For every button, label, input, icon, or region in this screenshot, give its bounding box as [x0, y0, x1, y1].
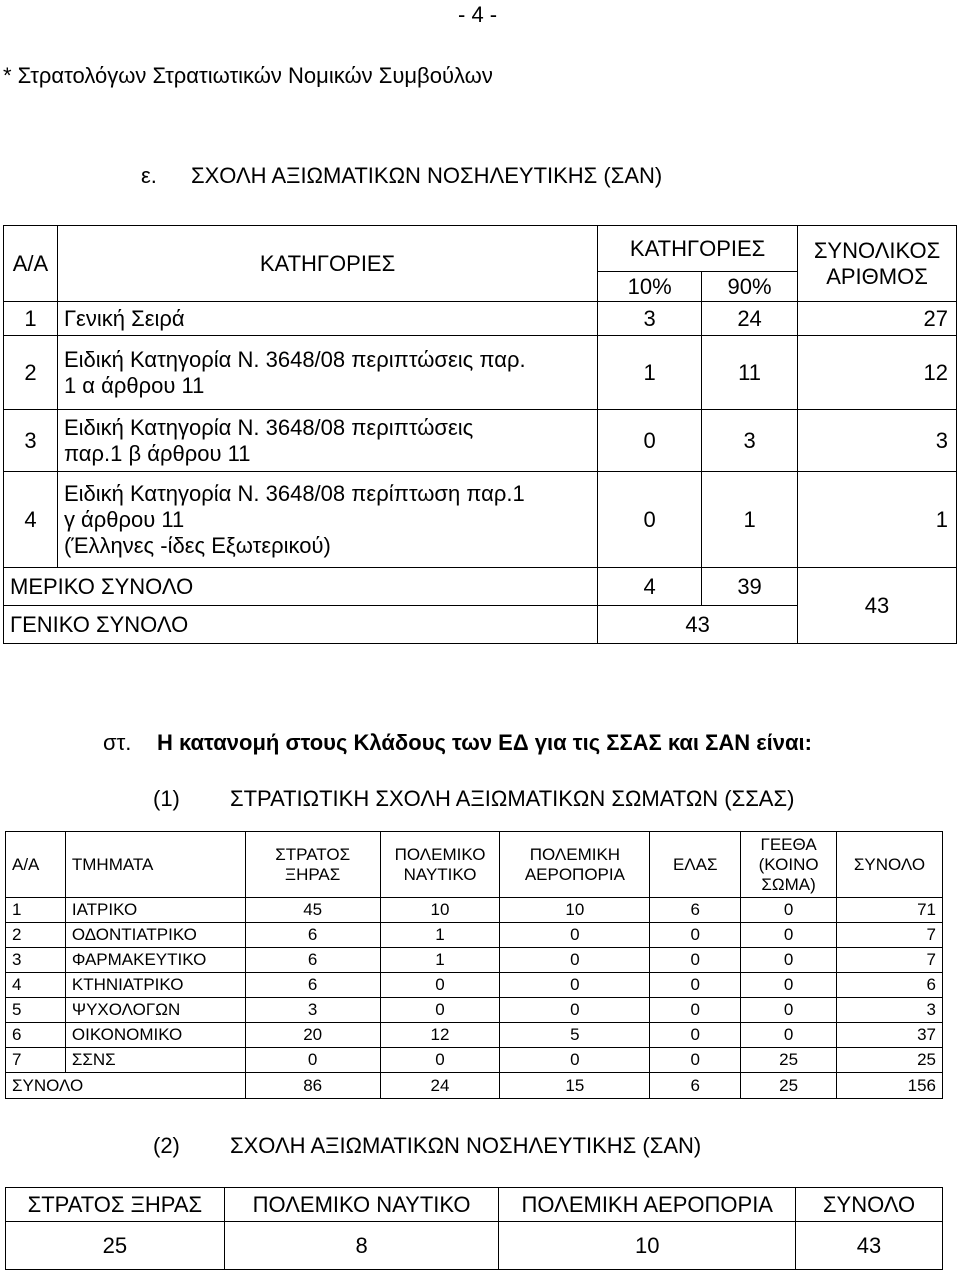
row-total: 25: [837, 1048, 943, 1073]
table-row: [4, 472, 957, 568]
section-st-marker: στ.: [103, 730, 132, 755]
row-navy: 1: [380, 923, 500, 948]
row-elas: 0: [650, 998, 741, 1023]
row-elas: 0: [650, 1048, 741, 1073]
row-90pct: 11: [702, 336, 798, 410]
row-total: 3: [837, 998, 943, 1023]
table-row: [4, 336, 957, 410]
row-army: 6: [245, 948, 380, 973]
row-geetha: 25: [741, 1048, 837, 1073]
row-geetha: 0: [741, 948, 837, 973]
header-total: ΣΥΝΟΛΟ: [837, 832, 943, 898]
sub2-marker: (2): [153, 1133, 180, 1158]
row-dept: ΨΥΧΟΛΟΓΩΝ: [65, 998, 245, 1023]
row-aa: 1: [4, 302, 58, 336]
row-navy: 12: [380, 1023, 500, 1048]
partial-90pct: 39: [702, 568, 798, 606]
row-10pct: 0: [598, 472, 702, 568]
header-airforce: [500, 832, 650, 898]
row-army: 3: [245, 998, 380, 1023]
row-90pct: 3: [702, 410, 798, 472]
row-dept: ΟΔΟΝΤΙΑΤΡΙΚΟ: [65, 923, 245, 948]
row-dept: ΚΤΗΝΙΑΤΡΙΚΟ: [65, 973, 245, 998]
sub1-title: ΣΤΡΑΤΙΩΤΙΚΗ ΣΧΟΛΗ ΑΞΙΩΜΑΤΙΚΩΝ ΣΩΜΑΤΩΝ (ΣΣΑΣ): [230, 786, 795, 811]
row-army: 6: [245, 973, 380, 998]
header-airforce-line2: ΑΕΡΟΠΟΡΙΑ: [524, 864, 625, 884]
grand-total-value: 43: [598, 606, 798, 644]
row-total: 1: [798, 472, 957, 568]
sum-navy: 24: [380, 1073, 500, 1099]
sub1-marker: (1): [153, 786, 180, 811]
san-branches-table: [5, 1187, 943, 1270]
row-airforce: 0: [500, 948, 650, 973]
row-geetha: 0: [741, 898, 837, 923]
row-category: [57, 336, 597, 410]
category-line1: Ειδική Κατηγορία Ν. 3648/08 περιπτώσεις παρ.: [63, 346, 526, 372]
row-category: Γενική Σειρά: [57, 302, 597, 336]
row-airforce: 0: [500, 923, 650, 948]
value-airforce: 10: [499, 1222, 796, 1270]
row-total: 3: [798, 410, 957, 472]
sum-elas: 6: [650, 1073, 741, 1099]
ssas-departments-table: [5, 831, 943, 1099]
row-aa: 2: [4, 336, 58, 410]
grand-total-count: 43: [798, 568, 957, 644]
row-airforce: 10: [500, 898, 650, 923]
grand-total-label: ΓΕΝΙΚΟ ΣΥΝΟΛΟ: [4, 606, 598, 644]
header-army-line1: ΣΤΡΑΤΟΣ: [275, 844, 351, 864]
row-army: 20: [245, 1023, 380, 1048]
table-row: [6, 998, 943, 1023]
row-elas: 0: [650, 1023, 741, 1048]
value-navy: 8: [224, 1222, 499, 1270]
row-10pct: 1: [598, 336, 702, 410]
table-row: [4, 302, 957, 336]
row-dept: ΟΙΚΟΝΟΜΙΚΟ: [65, 1023, 245, 1048]
row-10pct: 3: [598, 302, 702, 336]
row-navy: 0: [380, 973, 500, 998]
header-total-line1: ΣΥΝΟΛΙΚΟΣ: [813, 237, 941, 263]
partial-total-label: ΜΕΡΙΚΟ ΣΥΝΟΛΟ: [4, 568, 598, 606]
table-row: [6, 1023, 943, 1048]
section-e-marker: ε.: [141, 163, 157, 188]
header-navy-line2: ΝΑΥΤΙΚΟ: [403, 864, 477, 884]
row-total: 27: [798, 302, 957, 336]
table-row: [6, 973, 943, 998]
header-navy: [380, 832, 500, 898]
row-aa: 4: [4, 472, 58, 568]
row-elas: 6: [650, 898, 741, 923]
header-geetha: [741, 832, 837, 898]
sum-geetha: 25: [741, 1073, 837, 1099]
category-line2: παρ.1 β άρθρου 11: [63, 440, 251, 466]
row-dept: ΙΑΤΡΙΚΟ: [65, 898, 245, 923]
header-10pct: 10%: [598, 272, 702, 302]
header-total-line2: ΑΡΙΘΜΟΣ: [826, 263, 928, 289]
header-aa: Α/Α: [4, 226, 58, 302]
row-airforce: 5: [500, 1023, 650, 1048]
table-row: [6, 923, 943, 948]
header-airforce: ΠΟΛΕΜΙΚΗ ΑΕΡΟΠΟΡΙΑ: [499, 1188, 796, 1222]
sum-label: ΣΥΝΟΛΟ: [6, 1073, 246, 1099]
partial-total-row: [4, 568, 957, 606]
sum-total: 156: [837, 1073, 943, 1099]
header-geetha-line3: ΣΩΜΑ): [761, 874, 816, 894]
row-army: 6: [245, 923, 380, 948]
partial-10pct: 4: [598, 568, 702, 606]
row-army: 0: [245, 1048, 380, 1073]
row-total: 71: [837, 898, 943, 923]
row-navy: 1: [380, 948, 500, 973]
category-line2: 1 α άρθρου 11: [63, 372, 205, 398]
row-dept: ΣΣΝΣ: [65, 1048, 245, 1073]
table-row: [6, 898, 943, 923]
header-total: ΣΥΝΟΛΟ: [796, 1188, 943, 1222]
sum-row: [6, 1073, 943, 1099]
sum-airforce: 15: [500, 1073, 650, 1099]
row-aa: 3: [6, 948, 66, 973]
header-navy-line1: ΠΟΛΕΜΙΚΟ: [394, 844, 486, 864]
sum-army: 86: [245, 1073, 380, 1099]
row-aa: 6: [6, 1023, 66, 1048]
row-elas: 0: [650, 923, 741, 948]
row-total: 6: [837, 973, 943, 998]
header-army: [245, 832, 380, 898]
table-row: [6, 1048, 943, 1073]
table-row: [6, 948, 943, 973]
row-aa: 4: [6, 973, 66, 998]
row-elas: 0: [650, 948, 741, 973]
header-aa: Α/Α: [6, 832, 66, 898]
table-row: [6, 1222, 943, 1270]
page-number: - 4 -: [458, 2, 498, 27]
header-categories-pct: ΚΑΤΗΓΟΡΙΕΣ: [598, 226, 798, 272]
header-army-line2: ΞΗΡΑΣ: [285, 864, 341, 884]
row-airforce: 0: [500, 998, 650, 1023]
row-total: 7: [837, 948, 943, 973]
row-aa: 5: [6, 998, 66, 1023]
row-navy: 0: [380, 1048, 500, 1073]
row-90pct: 24: [702, 302, 798, 336]
row-geetha: 0: [741, 998, 837, 1023]
row-90pct: 1: [702, 472, 798, 568]
row-total: 7: [837, 923, 943, 948]
section-st-title: Η κατανομή στους Κλάδους των ΕΔ για τις ΣΣΑΣ και ΣΑΝ είναι:: [157, 730, 812, 755]
row-aa: 2: [6, 923, 66, 948]
row-geetha: 0: [741, 973, 837, 998]
value-army: 25: [6, 1222, 225, 1270]
category-line3: (Έλληνες -ίδες Εξωτερικού): [63, 532, 331, 558]
header-total-count: [798, 226, 957, 302]
row-aa: 7: [6, 1048, 66, 1073]
row-geetha: 0: [741, 923, 837, 948]
header-army: ΣΤΡΑΤΟΣ ΞΗΡΑΣ: [6, 1188, 225, 1222]
category-line1: Ειδική Κατηγορία Ν. 3648/08 περιπτώσεις: [63, 414, 474, 440]
row-total: 37: [837, 1023, 943, 1048]
row-elas: 0: [650, 973, 741, 998]
nursing-school-categories-table: [3, 225, 957, 644]
row-10pct: 0: [598, 410, 702, 472]
header-navy: ΠΟΛΕΜΙΚΟ ΝΑΥΤΙΚΟ: [224, 1188, 499, 1222]
header-airforce-line1: ΠΟΛΕΜΙΚΗ: [529, 844, 621, 864]
row-total: 12: [798, 336, 957, 410]
header-90pct: 90%: [702, 272, 798, 302]
footnote: * Στρατολόγων Στρατιωτικών Νομικών Συμβούλων: [3, 63, 493, 88]
sub2-title: ΣΧΟΛΗ ΑΞΙΩΜΑΤΙΚΩΝ ΝΟΣΗΛΕΥΤΙΚΗΣ (ΣΑΝ): [230, 1133, 702, 1158]
row-aa: 3: [4, 410, 58, 472]
category-line1: Ειδική Κατηγορία Ν. 3648/08 περίπτωση παρ.1: [63, 480, 525, 506]
row-airforce: 0: [500, 973, 650, 998]
header-departments: ΤΜΗΜΑΤΑ: [65, 832, 245, 898]
header-categories: ΚΑΤΗΓΟΡΙΕΣ: [57, 226, 597, 302]
header-geetha-line2: (ΚΟΙΝΟ: [758, 854, 819, 874]
value-total: 43: [796, 1222, 943, 1270]
row-airforce: 0: [500, 1048, 650, 1073]
row-navy: 0: [380, 998, 500, 1023]
row-navy: 10: [380, 898, 500, 923]
row-aa: 1: [6, 898, 66, 923]
row-category: [57, 410, 597, 472]
section-e-title: ΣΧΟΛΗ ΑΞΙΩΜΑΤΙΚΩΝ ΝΟΣΗΛΕΥΤΙΚΗΣ (ΣΑΝ): [191, 163, 663, 188]
header-elas: ΕΛΑΣ: [650, 832, 741, 898]
header-geetha-line1: ΓΕΕΘΑ: [760, 834, 817, 854]
row-category: [57, 472, 597, 568]
row-dept: ΦΑΡΜΑΚΕΥΤΙΚΟ: [65, 948, 245, 973]
category-line2: γ άρθρου 11: [63, 506, 185, 532]
row-army: 45: [245, 898, 380, 923]
table-row: [4, 410, 957, 472]
row-geetha: 0: [741, 1023, 837, 1048]
